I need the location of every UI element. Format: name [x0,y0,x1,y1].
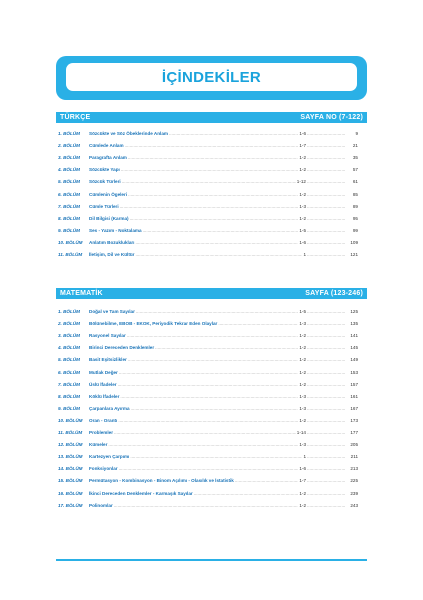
chapter-title: Çarpanlara Ayırma [89,405,130,411]
dot-leader [155,345,298,350]
dot-leader [125,143,299,148]
chapter-title: Permütasyon - Kombinasyon - Binom Açılımı - Olasılık ve İstatistik [89,478,234,484]
chapter-title: Kartezyen Çarpımı [89,454,130,460]
toc-entry[interactable] [58,387,358,399]
dot-leader [122,179,296,184]
dot-leader [218,321,298,326]
chapter-number: 2. BÖLÜM [58,143,80,149]
chapter-number: 12. BÖLÜM [58,442,83,448]
chapter-number: 14. BÖLÜM [58,466,83,472]
chapter-number: 6. BÖLÜM [58,191,80,197]
chapter-title: İkinci Dereceden Denklemler - Karmaşık Sayılar [89,490,193,496]
toc-entry[interactable] [58,136,358,148]
toc-entry[interactable] [58,148,358,160]
test-range: 1 [303,454,306,460]
page-number: 125 [350,309,358,315]
chapter-number: 15. BÖLÜM [58,478,83,484]
dot-leader [307,406,345,411]
chapter-number: 7. BÖLÜM [58,203,80,209]
dot-leader [114,503,299,508]
page-number: 99 [352,227,358,233]
page-number: 95 [352,215,358,221]
page-number: 135 [350,321,358,327]
title-banner [66,63,357,91]
chapter-number: 8. BÖLÜM [58,215,80,221]
chapter-number: 5. BÖLÜM [58,179,80,185]
toc-entry[interactable] [58,221,358,233]
toc-entry[interactable] [58,496,358,508]
test-range: 1 [303,252,306,258]
toc-entry[interactable] [58,411,358,423]
chapter-title: Üslü İfadeler [89,381,117,387]
page-number: 153 [350,369,358,375]
toc-entry[interactable] [58,338,358,350]
dot-leader [307,204,345,209]
dot-leader [307,466,345,471]
chapter-title: Fonksiyonlar [89,466,118,472]
dot-leader [307,442,345,447]
chapter-number: 9. BÖLÜM [58,405,80,411]
test-range: 1-3 [299,393,306,399]
page-title: İÇİNDEKİLER [161,68,262,86]
page-number: 157 [350,381,358,387]
test-range: 1-7 [299,143,306,149]
turkce-section-header [56,112,367,123]
page-number: 109 [350,239,358,245]
page-number: 173 [350,417,358,423]
dot-leader [307,240,345,245]
chapter-title: Birinci Dereceden Denklemler [89,345,155,351]
matematik-page-range: SAYFA (123-246) [305,290,363,297]
test-range: 1-14 [296,430,306,436]
page-number: 211 [350,454,358,460]
dot-leader [127,333,299,338]
test-range: 1-2 [299,167,306,173]
page-number: 239 [350,490,358,496]
dot-leader [307,357,345,362]
dot-leader [307,216,345,221]
dot-leader [118,382,299,387]
dot-leader [114,430,296,435]
chapter-number: 3. BÖLÜM [58,333,80,339]
dot-leader [307,491,345,496]
page-number: 35 [352,155,358,161]
dot-leader [130,216,299,221]
page-number: 205 [350,442,358,448]
dot-leader [128,155,298,160]
dot-leader [136,309,298,314]
chapter-title: Sözcük Türleri [89,179,121,185]
test-range: 1-12 [296,179,306,185]
dot-leader [307,143,345,148]
dot-leader [119,466,299,471]
matematik-section-title: MATEMATİK [60,290,103,297]
dot-leader [121,167,299,172]
toc-entry[interactable] [58,459,358,471]
chapter-title: Sözcükte Yapı [89,167,120,173]
dot-leader [131,406,299,411]
matematik-toc-list [58,302,358,508]
chapter-title: Mutlak Değer [89,369,118,375]
dot-leader [235,478,299,483]
chapter-number: 3. BÖLÜM [58,155,80,161]
dot-leader [307,418,345,423]
chapter-title: Rasyonel Sayılar [89,333,126,339]
chapter-title: Cümle Türleri [89,203,119,209]
chapter-title: Ses - Yazım - Noktalama [89,227,142,233]
test-range: 1-2 [299,357,306,363]
page-number: 225 [350,478,358,484]
toc-entry[interactable] [58,209,358,221]
turkce-section-title: TÜRKÇE [60,114,91,121]
chapter-number: 10. BÖLÜM [58,239,83,245]
test-range: 1-2 [299,333,306,339]
chapter-number: 8. BÖLÜM [58,393,80,399]
page-number: 161 [350,393,358,399]
dot-leader [135,252,302,257]
test-range: 1-2 [299,191,306,197]
page-number: 89 [352,203,358,209]
test-range: 1-2 [299,417,306,423]
dot-leader [307,252,345,257]
toc-entry[interactable] [58,423,358,435]
test-range: 1-2 [299,215,306,221]
dot-leader [108,442,298,447]
dot-leader [307,155,345,160]
toc-entry[interactable] [58,483,358,495]
dot-leader [128,192,298,197]
chapter-title: Basit Eşitsizlikler [89,357,127,363]
page-number: 141 [350,333,358,339]
chapter-number: 6. BÖLÜM [58,369,80,375]
dot-leader [307,309,345,314]
dot-leader [120,204,299,209]
bottom-divider [56,559,367,561]
chapter-title: Paragrafta Anlam [89,155,127,161]
chapter-title: Kümeler [89,442,108,448]
dot-leader [307,394,345,399]
dot-leader [307,454,345,459]
toc-entry[interactable] [58,447,358,459]
chapter-number: 1. BÖLÜM [58,131,80,137]
page-number: 145 [350,345,358,351]
chapter-number: 13. BÖLÜM [58,454,83,460]
chapter-title: Köklü İfadeler [89,393,120,399]
dot-leader [307,382,345,387]
toc-entry[interactable] [58,197,358,209]
dot-leader [307,228,345,233]
dot-leader [307,321,345,326]
dot-leader [128,357,299,362]
turkce-toc-list [58,124,358,257]
page-number: 61 [352,179,358,185]
chapter-title: Oran - Orantı [89,417,118,423]
test-range: 1-2 [299,369,306,375]
test-range: 1-3 [299,442,306,448]
test-range: 1-3 [299,405,306,411]
chapter-title: Bölünebilme, EBOB - EKOK, Periyodik Tekrar Eden Olaylar [89,321,218,327]
toc-entry[interactable] [58,172,358,184]
chapter-title: Dil Bilgisi (Karma) [89,215,129,221]
page-number: 9 [355,131,358,137]
toc-entry[interactable] [58,471,358,483]
chapter-number: 16. BÖLÜM [58,490,83,496]
test-range: 1-5 [299,309,306,315]
dot-leader [307,370,345,375]
dot-leader [130,454,302,459]
toc-entry[interactable] [58,362,358,374]
chapter-number: 11. BÖLÜM [58,252,83,258]
toc-entry[interactable] [58,245,358,257]
chapter-title: Doğal ve Tam Sayılar [89,309,135,315]
chapter-number: 7. BÖLÜM [58,381,80,387]
chapter-number: 4. BÖLÜM [58,167,80,173]
chapter-number: 4. BÖLÜM [58,345,80,351]
test-range: 1-2 [299,490,306,496]
chapter-number: 5. BÖLÜM [58,357,80,363]
toc-entry[interactable] [58,184,358,196]
dot-leader [135,240,298,245]
toc-entry[interactable] [58,302,358,314]
dot-leader [307,345,345,350]
chapter-title: İletişim, Dil ve Kültür [89,252,135,258]
matematik-section-header [56,288,367,299]
chapter-title: Cümlede Anlam [89,143,124,149]
toc-entry[interactable] [58,326,358,338]
toc-entry[interactable] [58,375,358,387]
dot-leader [307,430,345,435]
dot-leader [169,131,298,136]
page-number: 85 [352,191,358,197]
dot-leader [194,491,299,496]
page-number: 167 [350,405,358,411]
dot-leader [143,228,299,233]
chapter-number: 2. BÖLÜM [58,321,80,327]
turkce-page-range: SAYFA NO (7-122) [300,114,363,121]
toc-entry[interactable] [58,350,358,362]
test-range: 1-6 [299,239,306,245]
test-range: 1-3 [299,321,306,327]
toc-entry[interactable] [58,399,358,411]
chapter-number: 1. BÖLÜM [58,309,80,315]
page-number: 121 [350,252,358,258]
dot-leader [307,478,345,483]
dot-leader [119,370,299,375]
dot-leader [307,503,345,508]
test-range: 1-2 [299,502,306,508]
test-range: 1-6 [299,131,306,137]
dot-leader [307,167,345,172]
chapter-title: Problemler [89,430,113,436]
dot-leader [307,131,345,136]
toc-entry[interactable] [58,314,358,326]
chapter-title: Sözcükte ve Söz Öbeklerinde Anlam [89,131,168,137]
test-range: 1-7 [299,478,306,484]
toc-entry[interactable] [58,160,358,172]
dot-leader [307,179,345,184]
chapter-title: Polinomlar [89,502,113,508]
page-number: 57 [352,167,358,173]
test-range: 1-2 [299,381,306,387]
page-number: 213 [350,466,358,472]
toc-entry[interactable] [58,124,358,136]
dot-leader [307,192,345,197]
page-number: 149 [350,357,358,363]
dot-leader [118,418,298,423]
page-number: 243 [350,502,358,508]
page-number: 21 [352,143,358,149]
dot-leader [120,394,298,399]
chapter-number: 9. BÖLÜM [58,227,80,233]
dot-leader [307,333,345,338]
chapter-title: Anlatım Bozuklukları [89,239,135,245]
page-number: 177 [350,430,358,436]
toc-entry[interactable] [58,233,358,245]
chapter-title: Cümlenin Ögeleri [89,191,128,197]
chapter-number: 11. BÖLÜM [58,430,83,436]
chapter-number: 10. BÖLÜM [58,417,83,423]
chapter-number: 17. BÖLÜM [58,502,83,508]
test-range: 1-2 [299,155,306,161]
test-range: 1-3 [299,203,306,209]
test-range: 1-2 [299,345,306,351]
test-range: 1-5 [299,227,306,233]
toc-entry[interactable] [58,435,358,447]
test-range: 1-6 [299,466,306,472]
